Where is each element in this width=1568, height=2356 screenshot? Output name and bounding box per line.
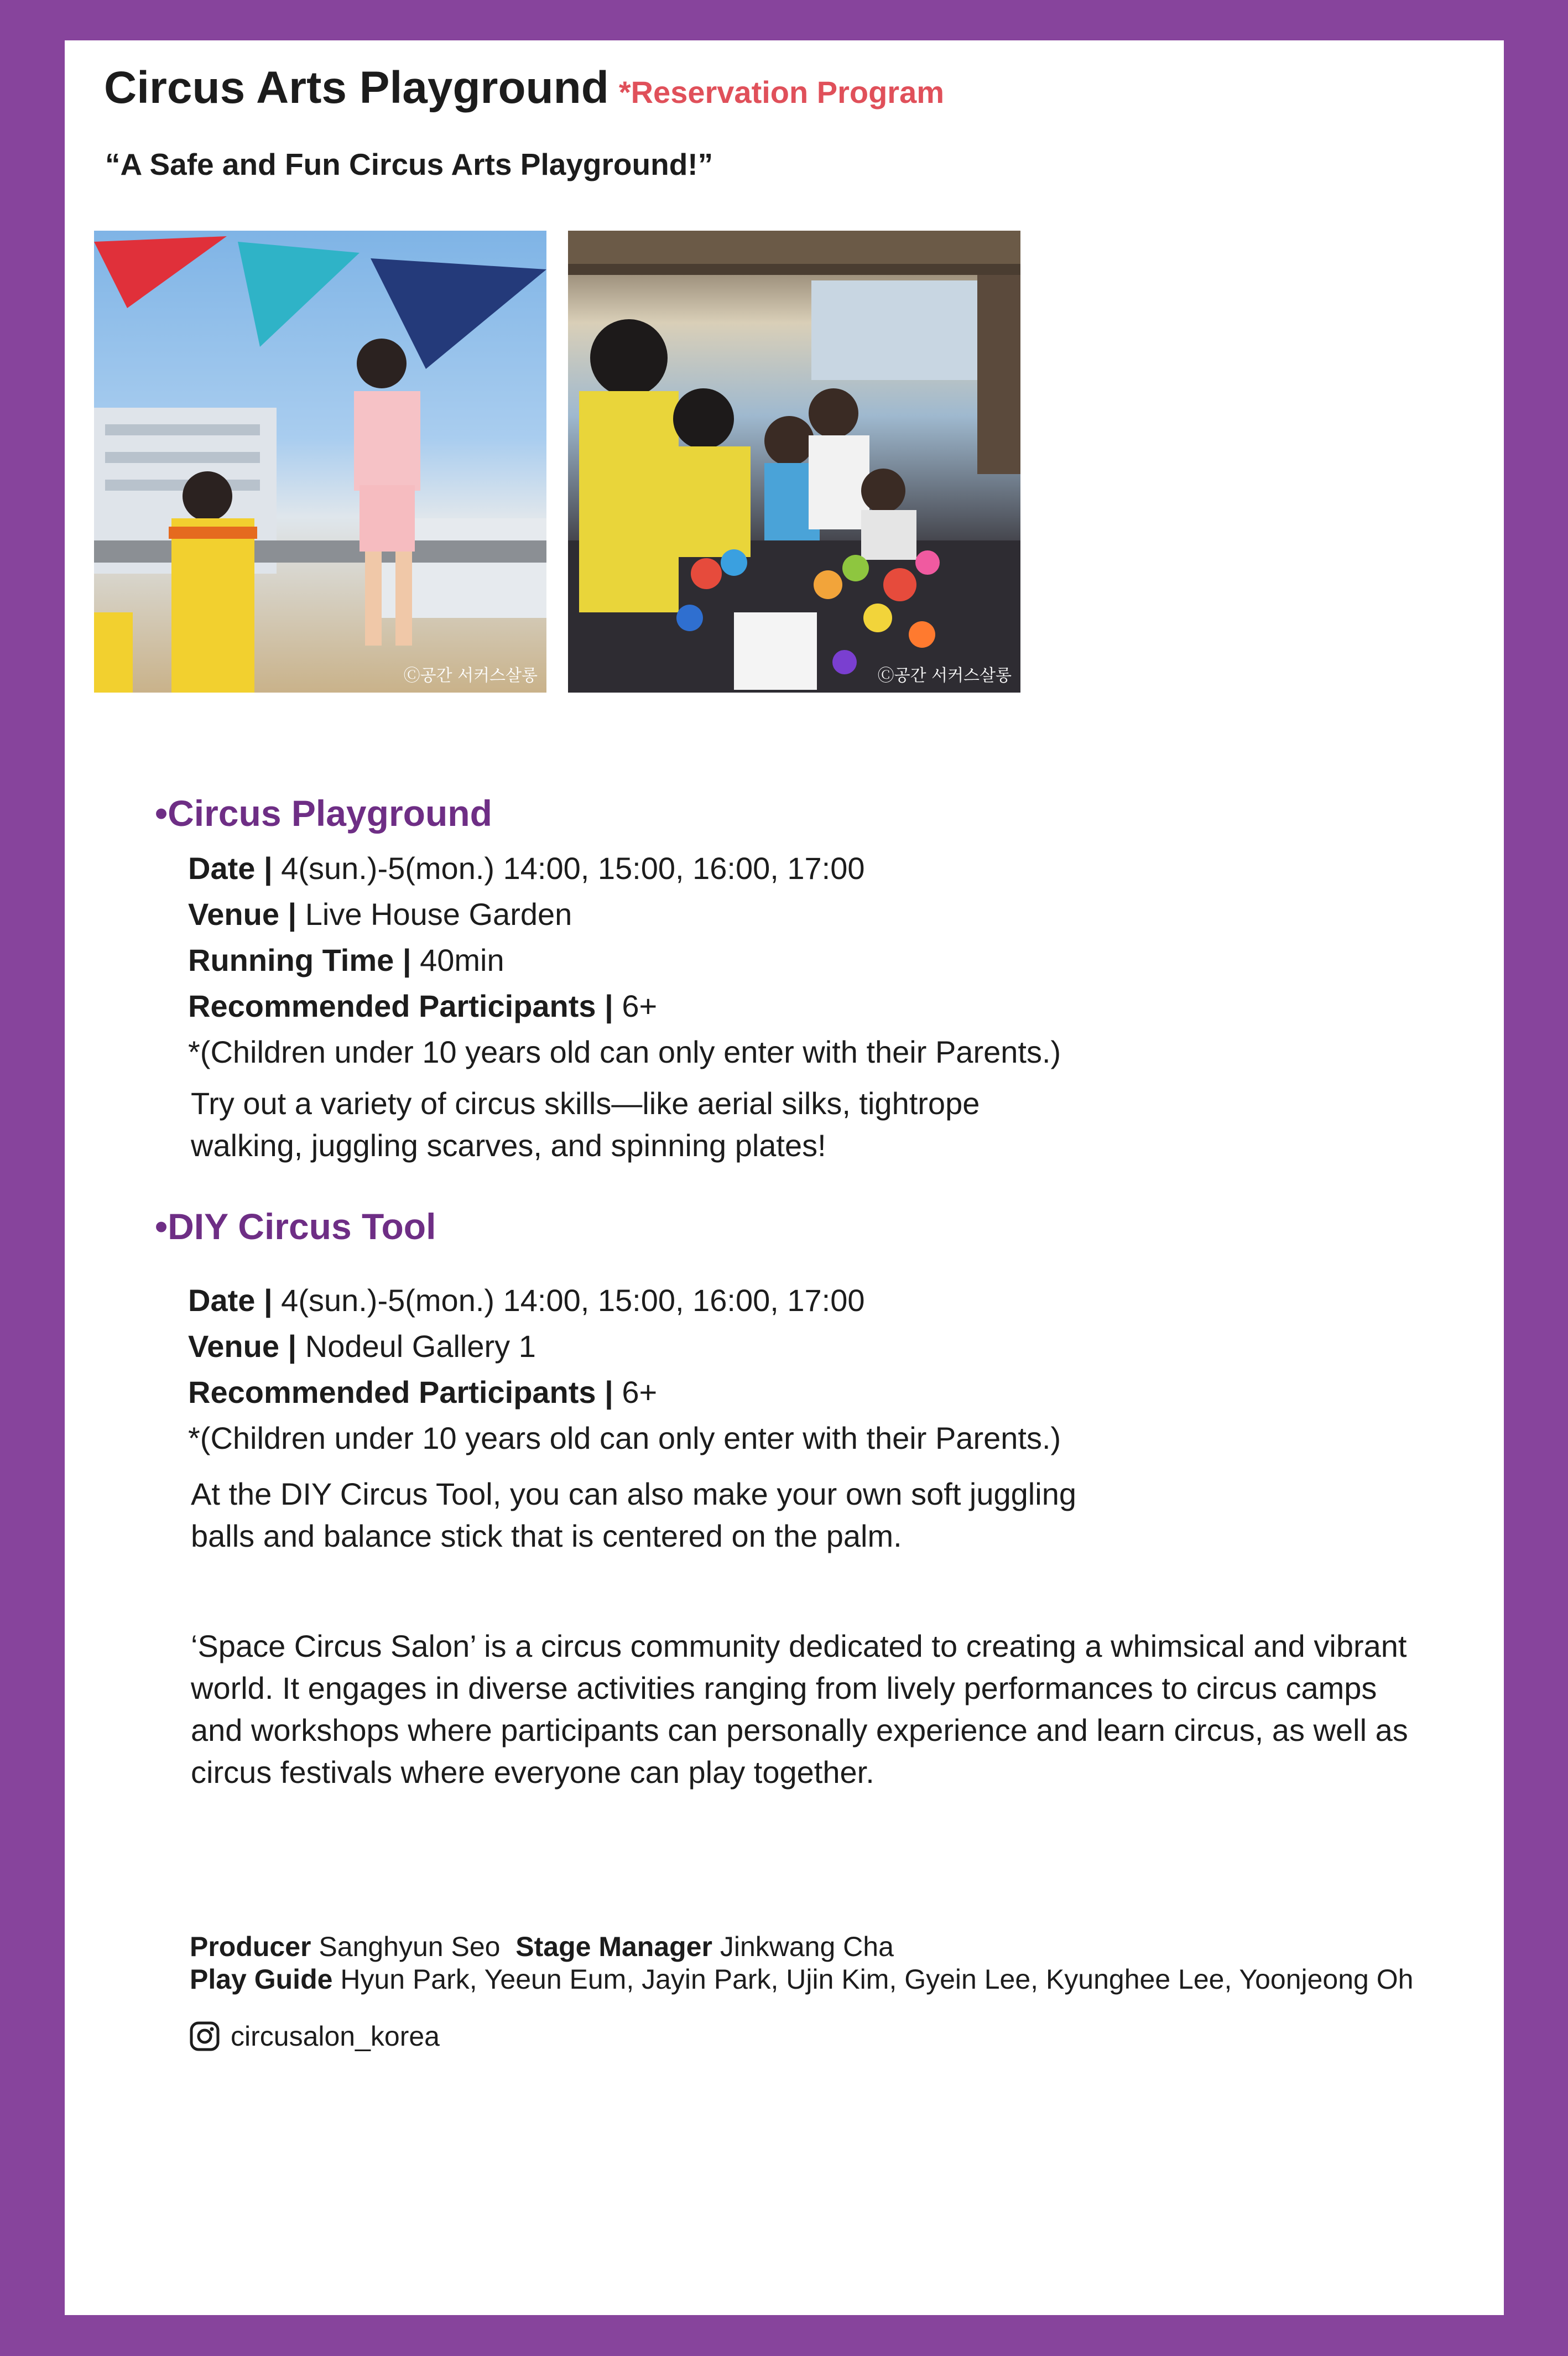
instagram-handle[interactable]: circusalon_korea — [231, 2021, 440, 2052]
page-title: Circus Arts Playground — [104, 63, 609, 113]
playground-running-time — [188, 942, 504, 978]
stage-manager-name: Jinkwang Cha — [712, 1931, 894, 1962]
venue-value: Nodeul Gallery 1 — [296, 1329, 536, 1364]
running-time-label: Running Time | — [188, 943, 411, 977]
section-title-text: DIY Circus Tool — [168, 1206, 436, 1247]
bullet: • — [155, 1206, 168, 1247]
photo-credit: Ⓒ공간 서커스살롱 — [877, 666, 1012, 685]
playground-description: Try out a variety of circus skills—like aerial silks, tightrope walking, juggling scarves, and spinning plates! — [191, 1086, 980, 1163]
reservation-note: *Reservation Program — [618, 75, 945, 110]
date-value: 4(sun.)-5(mon.) 14:00, 15:00, 16:00, 17:00 — [272, 851, 865, 886]
date-value: 4(sun.)-5(mon.) 14:00, 15:00, 16:00, 17:00 — [272, 1283, 865, 1318]
photo-balance-walk — [94, 231, 546, 693]
diy-parents-note: *(Children under 10 years old can only enter with their Parents.) — [188, 1421, 1061, 1455]
date-label: Date | — [188, 851, 273, 886]
photo-diy-workshop-illustration — [568, 231, 1020, 693]
about-paragraph: ‘Space Circus Salon’ is a circus community dedicated to creating a whimsical and vibrant world. It engages in diverse activities ranging from lively performances to circus camps and workshops where participants can personally experience and learn circus, as well as circus festivals where everyone can play together. — [191, 1629, 1408, 1790]
participants-label: Recommended Participants | — [188, 989, 613, 1023]
diy-date — [188, 1282, 865, 1318]
section-title-text: Circus Playground — [168, 793, 492, 834]
playground-participants — [188, 988, 657, 1024]
diy-description: At the DIY Circus Tool, you can also make your own soft juggling balls and balance stick that is centered on the palm. — [191, 1476, 1076, 1553]
play-guide-names: Hyun Park, Yeeun Eum, Jayin Park, Ujin Kim, Gyein Lee, Kyunghee Lee, Yoonjeong Oh — [332, 1964, 1414, 1995]
instagram-icon — [190, 2021, 220, 2051]
tagline: “A Safe and Fun Circus Arts Playground!” — [105, 147, 713, 181]
stage-manager-label: Stage Manager — [515, 1931, 712, 1962]
photo-credit: Ⓒ공간 서커스살롱 — [403, 666, 538, 685]
participants-label: Recommended Participants | — [188, 1375, 613, 1410]
participants-value: 6+ — [613, 1375, 658, 1410]
play-guide-label: Play Guide — [190, 1964, 333, 1995]
credits-producer-line — [190, 1931, 894, 1963]
venue-value: Live House Garden — [296, 897, 572, 932]
bullet: • — [155, 793, 168, 834]
photo-balance-walk-illustration — [94, 231, 546, 693]
credits-play-guide-line — [190, 1963, 1413, 1995]
section-title-circus-playground — [155, 792, 492, 834]
venue-label: Venue | — [188, 897, 297, 932]
running-time-value: 40min — [411, 943, 504, 977]
photo-diy-workshop — [568, 231, 1020, 693]
date-label: Date | — [188, 1283, 273, 1318]
producer-label: Producer — [190, 1931, 311, 1962]
producer-name: Sanghyun Seo — [311, 1931, 501, 1962]
section-title-diy-circus-tool — [155, 1205, 436, 1247]
playground-venue — [188, 896, 572, 932]
header — [104, 62, 944, 114]
instagram-link[interactable] — [190, 2020, 440, 2052]
playground-date — [188, 850, 865, 886]
diy-venue — [188, 1328, 536, 1364]
venue-label: Venue | — [188, 1329, 297, 1364]
playground-parents-note: *(Children under 10 years old can only enter with their Parents.) — [188, 1034, 1061, 1069]
diy-participants — [188, 1374, 657, 1410]
participants-value: 6+ — [613, 989, 658, 1023]
